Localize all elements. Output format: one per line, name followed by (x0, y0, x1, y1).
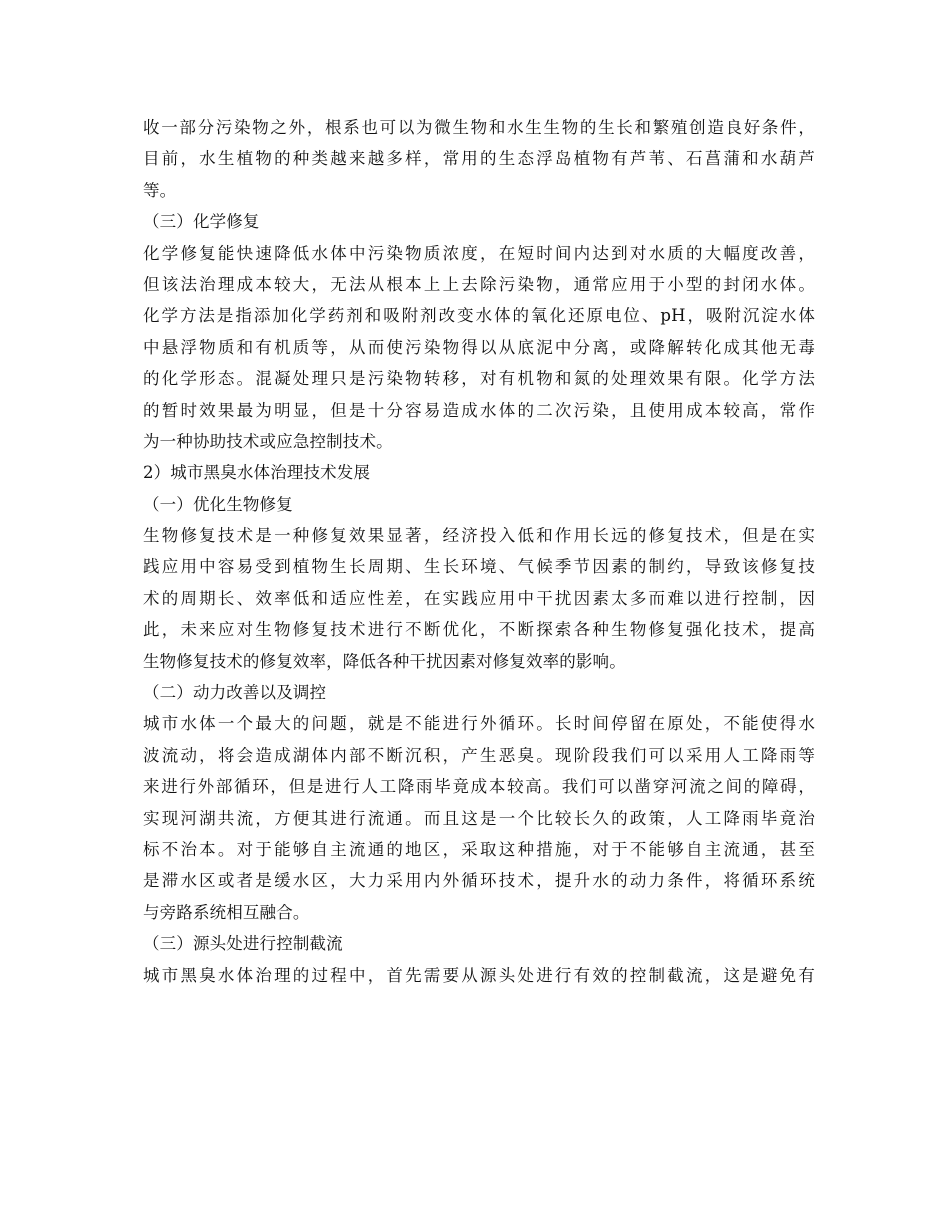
text-line: 的暂时效果最为明显，但是十分容易造成水体的二次污染，且使用成本较高，常作 (143, 400, 815, 420)
text-line: （二）动力改善以及调控 (143, 683, 327, 703)
text-line: 中悬浮物质和有机质等，从而使污染物得以从底泥中分离，或降解转化成其他无毒 (143, 337, 815, 357)
text-line: （三）化学修复 (143, 212, 260, 232)
text-line: 生物修复技术的修复效率，降低各种干扰因素对修复效率的影响。 (143, 651, 626, 671)
text-line: 目前，水生植物的种类越来越多样，常用的生态浮岛植物有芦苇、石菖蒲和水葫芦 (143, 149, 815, 169)
text-line: 此，未来应对生物修复技术进行不断优化，不断探索各种生物修复强化技术，提高 (143, 620, 815, 640)
text-line: （三）源头处进行控制截流 (143, 934, 343, 954)
text-line: 践应用中容易受到植物生长周期、生长环境、气候季节因素的制约，导致该修复技 (143, 557, 815, 577)
text-line: 生物修复技术是一种修复效果显著，经济投入低和作用长远的修复技术，但是在实 (143, 526, 815, 546)
text-line: 波流动，将会造成湖体内部不断沉积，产生恶臭。现阶段我们可以采用人工降雨等 (143, 745, 815, 765)
text-line: 是滞水区或者是缓水区，大力采用内外循环技术，提升水的动力条件，将循环系统 (143, 871, 815, 891)
text-line: 为一种协助技术或应急控制技术。 (143, 431, 393, 451)
text-line: 的化学形态。混凝处理只是污染物转移，对有机物和氮的处理效果有限。化学方法 (143, 369, 815, 389)
text-line: 实现河湖共流，方便其进行流通。而且这是一个比较长久的政策，人工降雨毕竟治 (143, 808, 815, 828)
text-line: 化学修复能快速降低水体中污染物质浓度，在短时间内达到对水质的大幅度改善， (143, 243, 815, 263)
text-line: 标不治本。对于能够自主流通的地区，采取这种措施，对于不能够自主流通，甚至 (143, 839, 815, 859)
text-lines (143, 112, 815, 991)
text-line: 与旁路系统相互融合。 (143, 902, 310, 922)
text-line: 2）城市黑臭水体治理技术发展 (143, 463, 371, 483)
text-line: 城市黑臭水体治理的过程中，首先需要从源头处进行有效的控制截流，这是避免有 (143, 965, 815, 985)
text-line: 化学方法是指添加化学药剂和吸附剂改变水体的氧化还原电位、pH，吸附沉淀水体 (143, 306, 815, 326)
text-line: 城市水体一个最大的问题，就是不能进行外循环。长时间停留在原处，不能使得水 (143, 714, 815, 734)
text-line: 术的周期长、效率低和适应性差，在实践应用中干扰因素太多而难以进行控制，因 (143, 588, 815, 608)
text-line: 等。 (143, 180, 177, 200)
text-line: 来进行外部循环，但是进行人工降雨毕竟成本较高。我们可以凿穿河流之间的障碍， (143, 777, 815, 797)
text-line: 但该法治理成本较大，无法从根本上上去除污染物，通常应用于小型的封闭水体。 (143, 274, 815, 294)
document-body (143, 112, 815, 991)
text-line: 收一部分污染物之外，根系也可以为微生物和水生生物的生长和繁殖创造良好条件， (143, 118, 815, 137)
text-line: （一）优化生物修复 (143, 494, 293, 514)
